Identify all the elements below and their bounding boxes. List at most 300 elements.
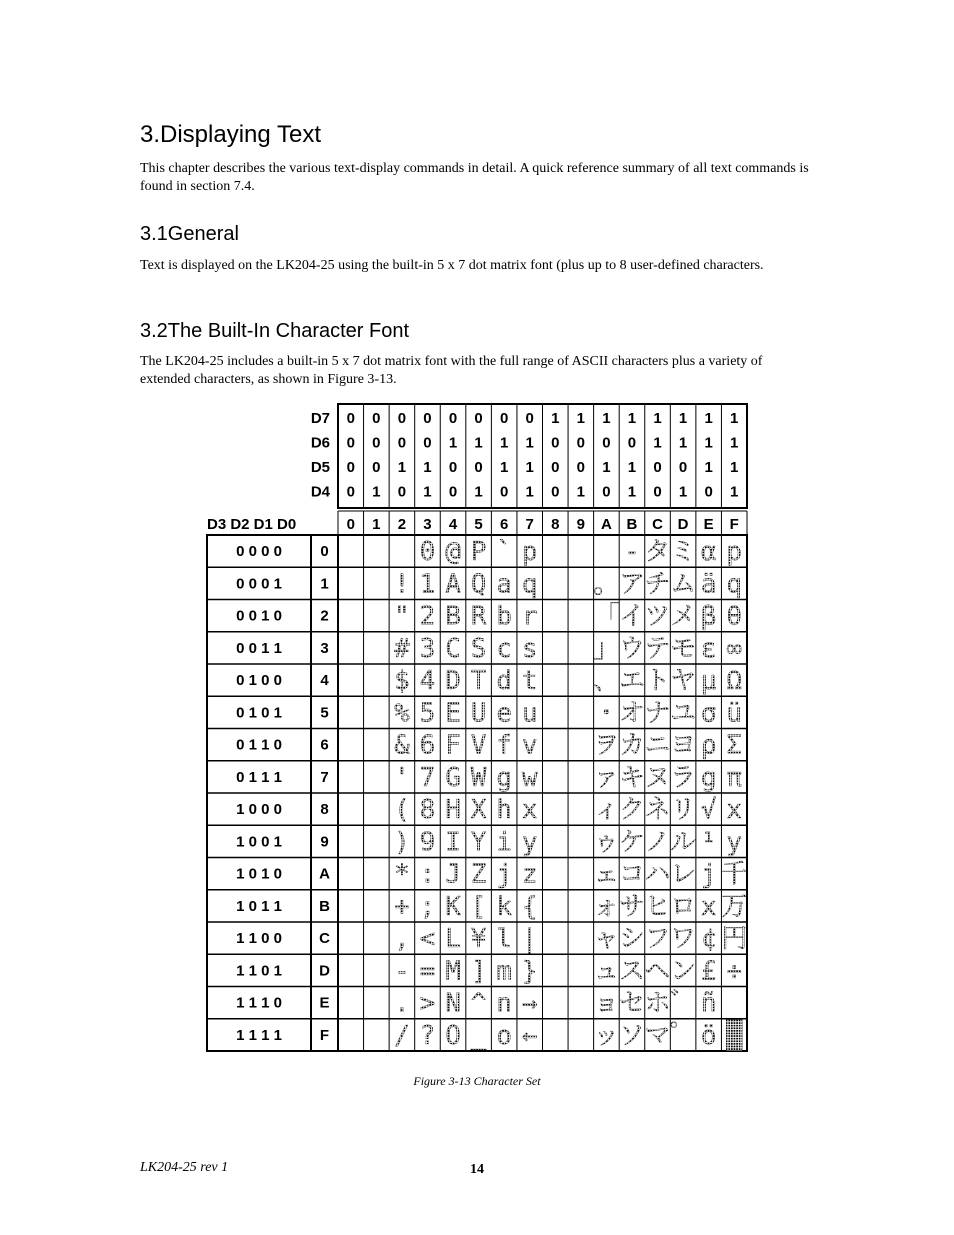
character-glyph: ゥ: [593, 827, 620, 858]
character-glyph: ]: [470, 956, 487, 987]
character-glyph: θ: [726, 601, 743, 632]
character-glyph: ト: [644, 666, 671, 697]
character-glyph: 千: [721, 859, 748, 890]
high-bit-value: 1: [551, 410, 560, 427]
character-glyph: オ: [618, 698, 645, 729]
character-glyph: ゛: [670, 988, 697, 1019]
high-bit-value: 1: [474, 483, 483, 501]
character-glyph: α: [700, 537, 717, 568]
high-bit-label: D4: [310, 483, 330, 501]
high-bit-value: 0: [551, 459, 560, 476]
high-bit-value: 0: [602, 434, 611, 452]
character-glyph: サ: [618, 891, 645, 922]
character-glyph: ソ: [618, 1020, 645, 1051]
high-bit-value: 0: [448, 459, 458, 476]
low-hex-label: B: [319, 897, 330, 915]
high-bit-value: 1: [627, 459, 637, 476]
low-bit-value: 1 1 1 0: [236, 994, 282, 1012]
character-glyph: J: [445, 859, 461, 890]
character-glyph: [: [470, 891, 487, 922]
character-glyph: d: [496, 666, 512, 697]
character-glyph: F: [445, 730, 461, 761]
character-glyph: `: [496, 537, 512, 568]
character-glyph: x: [726, 795, 743, 826]
high-bit-value: 1: [730, 459, 739, 476]
main-grid-border: [207, 535, 747, 1051]
low-bit-value: 1 0 1 0: [236, 865, 282, 883]
high-bit-value: 0: [525, 410, 534, 427]
character-glyph: *: [394, 859, 410, 890]
low-bit-value: 0 0 0 1: [236, 575, 282, 593]
character-glyph: E: [445, 698, 461, 729]
character-glyph: 5: [419, 698, 436, 729]
character-glyph: ホ: [644, 988, 671, 1019]
character-glyph: 6: [419, 730, 436, 761]
character-glyph: -: [394, 956, 410, 987]
character-glyph: 9: [419, 827, 436, 858]
character-glyph: N: [445, 988, 461, 1019]
character-glyph: 1: [419, 569, 436, 600]
high-bit-value: 1: [499, 459, 509, 476]
character-glyph: {: [521, 891, 538, 922]
figure-caption: Figure 3-13 Character Set: [413, 1074, 541, 1088]
character-glyph: ¢: [700, 924, 717, 955]
high-hex-label: 3: [423, 516, 432, 533]
character-glyph: s: [521, 633, 538, 664]
character-glyph: U: [470, 698, 487, 729]
character-glyph: メ: [670, 601, 697, 632]
high-bit-value: 1: [423, 483, 432, 501]
high-bit-value: 0: [576, 434, 586, 452]
character-glyph: 」: [593, 633, 620, 664]
character-glyph: ュ: [593, 956, 620, 987]
high-hex-label: 6: [499, 516, 509, 533]
low-bit-value: 1 1 0 1: [236, 962, 282, 980]
character-glyph: u: [521, 698, 538, 729]
character-glyph: O: [445, 1020, 461, 1051]
low-bit-value: 0 0 1 1: [236, 639, 282, 657]
low-bit-value: 1 0 0 1: [236, 833, 282, 851]
high-hex-label: A: [600, 516, 612, 533]
character-glyph: R: [470, 601, 487, 632]
character-glyph: ラ: [670, 762, 697, 793]
character-glyph: ノ: [644, 827, 671, 858]
high-bit-value: 0: [448, 410, 458, 427]
high-bit-value: 1: [397, 459, 407, 476]
high-bit-value: 1: [730, 410, 739, 427]
low-bit-value: 0 0 1 0: [236, 607, 282, 625]
character-glyph: マ: [644, 1020, 671, 1051]
high-bit-value: 0: [397, 434, 407, 452]
character-glyph: ,: [394, 924, 410, 955]
character-glyph: ε: [700, 633, 717, 664]
character-glyph: j: [496, 859, 512, 890]
character-glyph: _: [470, 1020, 487, 1051]
character-glyph: 7: [419, 762, 436, 793]
character-glyph: 万: [721, 891, 748, 922]
character-glyph: n: [496, 988, 512, 1019]
character-glyph: ÷: [726, 956, 743, 987]
high-hex-label: 9: [576, 516, 586, 533]
character-glyph: 3: [419, 633, 436, 664]
character-glyph: e: [496, 698, 512, 729]
character-glyph: ネ: [644, 795, 671, 826]
character-glyph: ロ: [670, 891, 697, 922]
character-glyph: ゜: [670, 1020, 697, 1051]
character-glyph: ッ: [593, 1020, 620, 1051]
high-bit-value: 0: [499, 410, 509, 427]
high-bit-value: 0: [346, 459, 355, 476]
character-glyph: }: [521, 956, 538, 987]
character-glyph: q: [726, 569, 743, 600]
character-glyph: a: [496, 569, 512, 600]
low-bit-value: 1 1 0 0: [236, 930, 282, 948]
high-hex-label: 7: [525, 516, 534, 533]
high-bit-value: 1: [704, 459, 713, 476]
character-glyph: :: [419, 859, 436, 890]
character-glyph: ョ: [593, 988, 620, 1019]
character-glyph: f: [496, 730, 512, 761]
high-bit-value: 0: [602, 483, 611, 501]
character-glyph: B: [445, 601, 461, 632]
character-glyph: √: [700, 795, 717, 826]
character-glyph: t: [521, 666, 538, 697]
character-glyph: ¥: [470, 924, 487, 955]
character-glyph: G: [445, 762, 461, 793]
high-bit-value: 1: [576, 483, 586, 501]
character-glyph: エ: [618, 666, 645, 697]
character-glyph: o: [496, 1020, 512, 1051]
character-glyph: 4: [419, 666, 436, 697]
character-glyph: 。: [593, 569, 620, 600]
character-glyph: w: [521, 762, 538, 793]
high-bit-value: 1: [525, 434, 534, 452]
high-hex-label: 2: [397, 516, 407, 533]
character-glyph: テ: [644, 633, 671, 664]
low-bit-header: D3 D2 D1 D0: [207, 516, 297, 533]
character-glyph: <: [419, 924, 436, 955]
page-title: 3.Displaying Text: [140, 121, 321, 148]
high-hex-label: D: [677, 516, 689, 533]
character-glyph: カ: [618, 730, 645, 761]
character-glyph: ←: [521, 1020, 538, 1051]
low-hex-label: 0: [320, 543, 329, 561]
low-bit-value: 1 0 0 0: [236, 801, 282, 819]
character-glyph: L: [445, 924, 461, 955]
high-bit-value: 0: [423, 434, 432, 452]
high-hex-label: C: [652, 516, 663, 533]
high-bit-value: 1: [704, 410, 713, 427]
character-glyph: T: [470, 666, 487, 697]
high-hex-label: 8: [551, 516, 560, 533]
character-glyph: /: [394, 1020, 410, 1051]
character-glyph: チ: [644, 569, 671, 600]
high-bit-value: 0: [372, 459, 381, 476]
character-glyph: Ω: [726, 666, 743, 697]
high-bit-value: 1: [602, 410, 611, 427]
high-hex-label: 4: [448, 516, 458, 533]
footer-doc-name: LK204-25 rev 1: [140, 1160, 229, 1175]
character-glyph: ": [394, 601, 410, 632]
character-glyph: Σ: [726, 730, 743, 761]
low-hex-label: 3: [320, 639, 329, 657]
character-glyph: ä: [700, 569, 717, 600]
character-glyph: ル: [670, 827, 697, 858]
section-general-text: Text is displayed on the LK204-25 using the built-in 5 x 7 dot matrix font (plus up to 8 user-defined characters.: [140, 258, 764, 273]
character-glyph: Z: [470, 859, 487, 890]
high-bit-value: 1: [678, 410, 688, 427]
character-glyph: y: [726, 827, 743, 858]
high-bit-value: 1: [474, 434, 483, 452]
high-bit-value: 1: [525, 459, 534, 476]
character-glyph: コ: [618, 859, 645, 890]
high-bit-value: 0: [372, 434, 381, 452]
character-glyph: .: [394, 988, 410, 1019]
character-glyph: H: [445, 795, 461, 826]
character-glyph: ツ: [644, 601, 671, 632]
character-glyph: ヤ: [670, 666, 697, 697]
character-glyph: ': [394, 762, 410, 793]
character-glyph: q: [521, 569, 538, 600]
high-bit-value: 1: [627, 410, 637, 427]
character-glyph: ö: [700, 1020, 717, 1051]
character-glyph: g: [700, 762, 717, 793]
character-glyph: P: [470, 537, 487, 568]
character-glyph: j: [700, 859, 717, 890]
character-glyph: 、: [593, 666, 620, 697]
character-glyph: ァ: [593, 762, 620, 793]
character-glyph: ü: [726, 698, 743, 729]
character-glyph: ρ: [700, 730, 717, 761]
high-bit-value: 0: [474, 410, 483, 427]
character-glyph: £: [700, 956, 717, 987]
character-glyph: ^: [470, 988, 487, 1019]
character-glyph: β: [700, 601, 717, 632]
character-glyph: X: [470, 795, 487, 826]
high-bit-value: 0: [499, 483, 509, 501]
low-hex-label: D: [319, 962, 330, 980]
character-glyph: #: [394, 633, 410, 664]
character-glyph: 「: [593, 601, 620, 632]
character-glyph: ェ: [593, 859, 620, 890]
character-glyph: ャ: [593, 924, 620, 955]
character-glyph: c: [496, 633, 512, 664]
high-bit-value: 0: [704, 483, 713, 501]
character-glyph: %: [394, 698, 410, 729]
character-glyph: K: [445, 891, 461, 922]
character-glyph: ;: [419, 891, 436, 922]
low-hex-label: 4: [320, 672, 329, 690]
low-hex-label: 6: [320, 736, 329, 754]
high-bit-value: 0: [397, 410, 407, 427]
character-glyph: ナ: [644, 698, 671, 729]
character-glyph: ウ: [618, 633, 645, 664]
character-glyph: l: [496, 924, 512, 955]
character-glyph: I: [445, 827, 461, 858]
high-bit-value: 1: [525, 483, 534, 501]
character-glyph: ォ: [593, 891, 620, 922]
low-bit-value: 0 1 1 1: [236, 768, 282, 786]
high-bit-value: 0: [423, 410, 432, 427]
character-glyph: レ: [670, 859, 697, 890]
character-glyph: v: [521, 730, 538, 761]
character-glyph: g: [496, 762, 512, 793]
character-glyph: ケ: [618, 827, 645, 858]
high-bit-value: 0: [551, 434, 560, 452]
character-glyph: ヘ: [644, 956, 671, 987]
character-glyph: r: [521, 601, 538, 632]
high-hex-label: E: [703, 516, 714, 533]
character-glyph: -: [624, 537, 640, 568]
section-font-title: 3.2The Built-In Character Font: [140, 320, 410, 342]
character-glyph: 8: [419, 795, 436, 826]
low-bit-value: 1 0 1 1: [236, 897, 282, 915]
character-glyph: ): [394, 827, 410, 858]
character-glyph: ヌ: [644, 762, 671, 793]
character-glyph: !: [394, 569, 410, 600]
high-bit-value: 1: [653, 410, 662, 427]
page-number: 14: [470, 1162, 484, 1177]
low-hex-label: F: [319, 1026, 330, 1044]
high-bit-label: D5: [310, 459, 330, 476]
character-glyph: ¹: [700, 827, 717, 858]
character-glyph: キ: [618, 762, 645, 793]
high-bit-value: 0: [397, 483, 407, 501]
character-glyph: Q: [470, 569, 487, 600]
character-glyph: p: [521, 537, 538, 568]
high-bit-value: 0: [551, 483, 560, 501]
high-bit-value: 1: [678, 434, 688, 452]
character-glyph: ハ: [644, 859, 671, 890]
high-bit-value: 1: [730, 483, 739, 501]
low-bit-value: 0 1 1 0: [236, 736, 282, 754]
character-glyph: μ: [700, 666, 717, 697]
character-glyph: z: [521, 859, 538, 890]
low-hex-label: 9: [320, 833, 329, 851]
character-glyph: ワ: [670, 924, 697, 955]
high-bit-value: 0: [653, 483, 662, 501]
high-bit-value: 0: [653, 459, 662, 476]
low-hex-label: 8: [320, 801, 329, 819]
high-hex-label: B: [626, 516, 638, 533]
character-glyph: 0: [419, 537, 436, 568]
character-glyph: リ: [670, 795, 697, 826]
character-glyph: Y: [470, 827, 487, 858]
character-glyph: =: [419, 956, 436, 987]
low-hex-label: 5: [320, 704, 329, 722]
high-hex-label: F: [729, 516, 739, 533]
character-glyph: i: [496, 827, 512, 858]
high-bit-value: 1: [576, 410, 586, 427]
character-glyph: ユ: [670, 698, 697, 729]
character-glyph: (: [394, 795, 410, 826]
character-glyph: ヲ: [593, 730, 620, 761]
high-bit-value: 1: [678, 483, 688, 501]
character-glyph: h: [496, 795, 512, 826]
high-bit-value: 1: [627, 483, 637, 501]
high-bit-value: 0: [627, 434, 637, 452]
character-glyph: +: [394, 891, 410, 922]
character-glyph: █: [726, 1020, 743, 1051]
section-font-text: The LK204-25 includes a built-in 5 x 7 dot matrix font with the full range of ASCII characters plus a variety of extended characters, as shown in Figure 3-13.: [140, 354, 763, 387]
character-glyph: シ: [618, 924, 645, 955]
character-glyph: 円: [721, 924, 748, 955]
high-bit-value: 1: [653, 434, 662, 452]
character-glyph: A: [445, 569, 461, 600]
low-bit-value: 1 1 1 1: [236, 1026, 282, 1044]
character-glyph: フ: [644, 924, 671, 955]
high-bit-value: 1: [423, 459, 432, 476]
high-bit-value: 0: [346, 434, 355, 452]
character-glyph: ヒ: [644, 891, 671, 922]
high-bit-value: 0: [372, 410, 381, 427]
character-glyph: b: [496, 601, 512, 632]
character-glyph: @: [445, 537, 461, 568]
high-bit-value: 1: [448, 434, 458, 452]
high-bit-value: 0: [576, 459, 586, 476]
character-glyph: ン: [670, 956, 697, 987]
high-bit-value: 1: [372, 483, 381, 501]
character-glyph: x: [521, 795, 538, 826]
low-bit-value: 0 0 0 0: [236, 543, 282, 561]
high-hex-label: 1: [372, 516, 381, 533]
character-glyph: ニ: [644, 730, 671, 761]
section-general-title: 3.1General: [140, 223, 239, 245]
character-glyph: セ: [618, 988, 645, 1019]
character-glyph: 2: [419, 601, 436, 632]
character-glyph: ヨ: [670, 730, 697, 761]
character-glyph: ク: [618, 795, 645, 826]
high-bits-box: [338, 404, 747, 508]
character-glyph: ィ: [593, 795, 620, 826]
character-glyph: x: [700, 891, 717, 922]
high-bit-value: 1: [704, 434, 713, 452]
character-glyph: ・: [593, 698, 620, 729]
character-glyph: σ: [700, 698, 717, 729]
character-glyph: π: [726, 762, 743, 793]
high-bit-value: 1: [602, 459, 611, 476]
character-glyph: ス: [618, 956, 645, 987]
high-bit-value: 0: [346, 483, 355, 501]
character-glyph: m: [496, 956, 512, 987]
low-hex-label: E: [319, 994, 330, 1012]
character-glyph: y: [521, 827, 538, 858]
high-bit-value: 0: [474, 459, 483, 476]
character-glyph: $: [394, 666, 410, 697]
high-bit-value: 0: [346, 410, 355, 427]
intro-paragraph: This chapter describes the various text-display commands in detail. A quick reference summary of all text commands is found in section 7.4.: [140, 161, 809, 194]
character-glyph: ñ: [700, 988, 717, 1019]
high-bit-label: D6: [310, 434, 330, 452]
character-glyph: →: [521, 988, 538, 1019]
high-hex-label: 5: [474, 516, 483, 533]
high-bit-value: 0: [448, 483, 458, 501]
character-glyph: イ: [618, 601, 645, 632]
low-hex-label: 1: [320, 575, 329, 593]
high-bit-value: 1: [499, 434, 509, 452]
character-glyph: p: [726, 537, 743, 568]
high-bit-label: D7: [310, 410, 330, 427]
character-glyph: D: [445, 666, 461, 697]
character-glyph: W: [470, 762, 487, 793]
low-hex-label: 7: [320, 768, 329, 786]
character-glyph: k: [496, 891, 512, 922]
character-glyph: |: [521, 924, 538, 955]
character-glyph: V: [470, 730, 487, 761]
character-glyph: ア: [618, 569, 645, 600]
character-glyph: ミ: [670, 537, 697, 568]
high-bit-value: 1: [730, 434, 739, 452]
